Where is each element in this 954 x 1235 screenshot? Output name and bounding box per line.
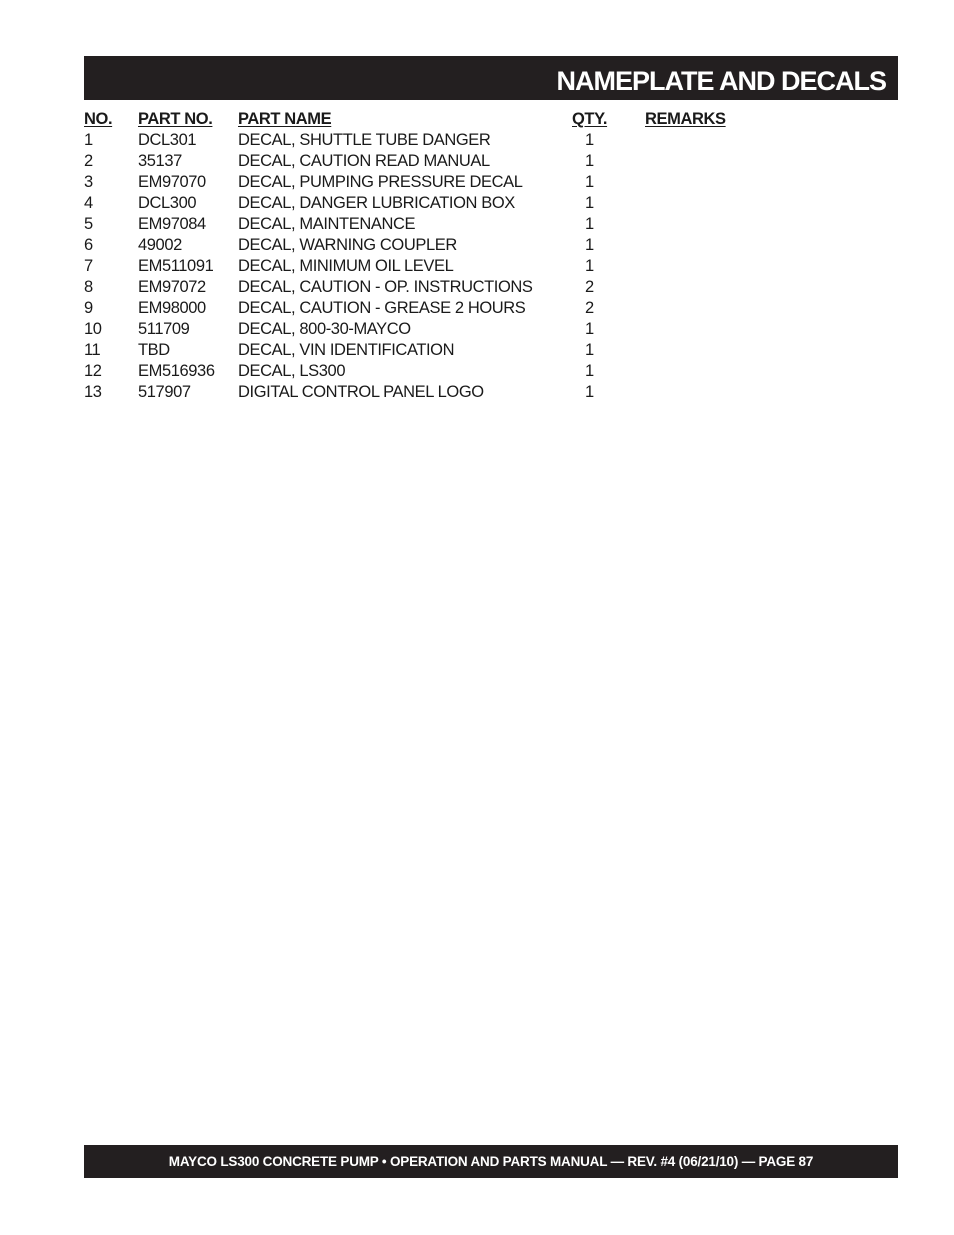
cell-qty: 1 (585, 152, 594, 170)
cell-part-name: DECAL, MAINTENANCE (238, 215, 416, 233)
column-header-qty: QTY. (572, 110, 608, 128)
cell-no: 4 (84, 194, 93, 212)
cell-qty: 2 (585, 278, 594, 296)
cell-part-no: EM97070 (138, 173, 206, 191)
table-row (84, 298, 784, 319)
table-row (84, 256, 784, 277)
page-footer-bar (84, 1145, 898, 1178)
column-header-part-no: PART NO. (138, 110, 213, 128)
footer-text: MAYCO LS300 CONCRETE PUMP • OPERATION AND PARTS MANUAL — REV. #4 (06/21/10) — PAGE 87 (168, 1154, 814, 1169)
cell-qty: 1 (585, 320, 594, 338)
cell-qty: 1 (585, 194, 594, 212)
cell-no: 12 (84, 362, 102, 380)
table-row (84, 235, 784, 256)
table-row (84, 193, 784, 214)
cell-qty: 2 (585, 299, 594, 317)
cell-part-no: TBD (138, 341, 170, 359)
cell-qty: 1 (585, 131, 594, 149)
cell-part-no: EM98000 (138, 299, 206, 317)
table-row (84, 382, 784, 403)
cell-part-no: EM97084 (138, 215, 206, 233)
column-header-no: NO. (84, 110, 113, 128)
cell-part-name: DECAL, SHUTTLE TUBE DANGER (238, 131, 491, 149)
cell-part-no: DCL301 (138, 131, 197, 149)
cell-qty: 1 (585, 215, 594, 233)
cell-no: 5 (84, 215, 93, 233)
table-row (84, 340, 784, 361)
cell-part-name: DECAL, VIN IDENTIFICATION (238, 341, 455, 359)
table-row (84, 214, 784, 235)
cell-qty: 1 (585, 383, 594, 401)
cell-part-name: DECAL, CAUTION - OP. INSTRUCTIONS (238, 278, 533, 296)
cell-no: 3 (84, 173, 93, 191)
cell-part-no: 517907 (138, 383, 191, 401)
cell-part-name: DECAL, WARNING COUPLER (238, 236, 457, 254)
cell-part-no: EM511091 (138, 257, 214, 275)
cell-part-no: 49002 (138, 236, 182, 254)
cell-part-no: EM516936 (138, 362, 215, 380)
cell-no: 8 (84, 278, 93, 296)
cell-qty: 1 (585, 362, 594, 380)
cell-part-name: DECAL, MINIMUM OIL LEVEL (238, 257, 454, 275)
table-row (84, 151, 784, 172)
cell-qty: 1 (585, 341, 594, 359)
table-row (84, 277, 784, 298)
column-header-remarks: REMARKS (645, 110, 726, 128)
table-body (84, 130, 784, 403)
cell-no: 7 (84, 257, 93, 275)
cell-qty: 1 (585, 173, 594, 191)
cell-no: 11 (84, 341, 101, 359)
table-row (84, 130, 784, 151)
cell-part-no: DCL300 (138, 194, 197, 212)
page-title: NAMEPLATE AND DECALS (556, 66, 886, 96)
table-row (84, 172, 784, 193)
cell-part-name: DECAL, LS300 (238, 362, 346, 380)
cell-part-no: EM97072 (138, 278, 206, 296)
column-header-part-name: PART NAME (238, 110, 332, 128)
cell-no: 10 (84, 320, 102, 338)
cell-no: 6 (84, 236, 93, 254)
cell-qty: 1 (585, 236, 594, 254)
cell-part-name: DECAL, PUMPING PRESSURE DECAL (238, 173, 523, 191)
cell-no: 2 (84, 152, 93, 170)
parts-table (84, 109, 784, 403)
table-row (84, 319, 784, 340)
cell-no: 1 (84, 131, 93, 149)
table-header-row (84, 109, 784, 130)
cell-no: 13 (84, 383, 102, 401)
page-header-bar (84, 56, 898, 100)
cell-qty: 1 (585, 257, 594, 275)
cell-part-name: DECAL, CAUTION READ MANUAL (238, 152, 490, 170)
cell-part-name: DECAL, DANGER LUBRICATION BOX (238, 194, 515, 212)
cell-part-no: 35137 (138, 152, 182, 170)
cell-part-name: DECAL, CAUTION - GREASE 2 HOURS (238, 299, 526, 317)
cell-part-name: DECAL, 800-30-MAYCO (238, 320, 411, 338)
cell-no: 9 (84, 299, 93, 317)
cell-part-name: DIGITAL CONTROL PANEL LOGO (238, 383, 484, 401)
cell-part-no: 511709 (138, 320, 190, 338)
table-row (84, 361, 784, 382)
